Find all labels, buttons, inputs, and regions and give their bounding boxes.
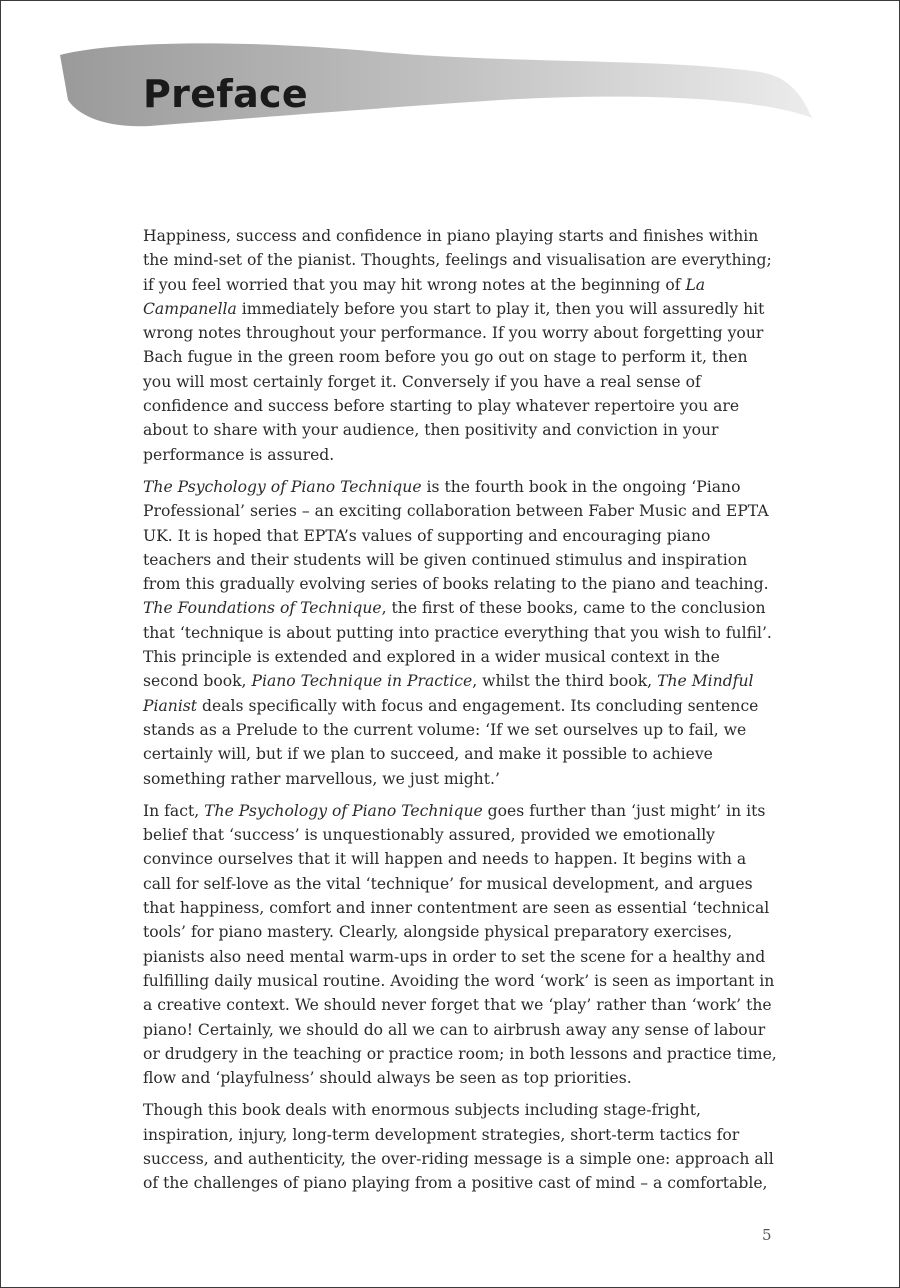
preface-body (143, 224, 779, 1204)
italic-title-text: Piano Technique in Practice (251, 672, 473, 691)
paragraph (143, 799, 779, 1091)
paragraph-text: deals specifically with focus and engagement. Its concluding sentence stands as a Prelude to the current volume: ‘If we set ourselves up to fail, we certainly will, but if we plan to succeed, and make it possible to achieve something rather marvellous, we just might.’ (143, 696, 759, 788)
paragraph-text: Happiness, success and confidence in piano playing starts and finishes within the mind-set of the pianist. Thoughts, feelings and visualisation are everything; if you feel worried that you may hit wrong notes at the beginning of (143, 227, 772, 294)
paragraph-text: immediately before you start to play it, then you will assuredly hit wrong notes throughout your performance. If you worry about forgetting your Bach fugue in the green room before you go out on stage to perform it, then you will most certainly forget it. Conversely if you have a real sense of confidence and success before starting to play whatever repertoire you are about to share with your audience, then positivity and conviction in your performance is assured. (143, 299, 765, 464)
paragraph-text: Though this book deals with enormous subjects including stage-fright, inspiration, injury, long-term development strategies, short-term tactics for success, and authenticity, the over-riding message is a simple one: approach all of the challenges of piano playing from a positive cast of mind – a comfortable, (143, 1101, 774, 1193)
italic-title-text: The Psychology of Piano Technique (143, 477, 422, 496)
italic-title-text: La Campanella (143, 275, 706, 318)
paragraph-text: , whilst the third book, (472, 672, 658, 691)
paragraph (143, 1098, 779, 1195)
paragraph-text: is the fourth book in the ongoing ‘Piano Professional’ series – an exciting collaboration between Faber Music and EPTA UK. It is hoped that EPTA’s values of supporting and encouraging piano teachers and their students will be given continued stimulus and inspiration from this gradually evolving series of books relating to the piano and teaching. (143, 477, 769, 594)
italic-title-text: The Mindful Pianist (143, 672, 754, 715)
header-swoosh-decoration (0, 0, 900, 150)
paragraph (143, 475, 779, 791)
italic-title-text: The Psychology of Piano Technique (204, 801, 483, 820)
page-number: 5 (762, 1226, 772, 1244)
paragraph-text: goes further than ‘just might’ in its belief that ‘success’ is unquestionably assured, provided we emotionally convince ourselves that it will happen and needs to happen. It begins with a call for self-love as the vital ‘technique’ for musical development, and argues that happiness, comfort and inner contentment are seen as essential ‘technical tools’ for piano mastery. Clearly, alongside physical preparatory exercises, pianists also need mental warm-ups in order to set the scene for a healthy and fulfilling daily musical routine. Avoiding the word ‘work’ is seen as important in a creative context. We should never forget that we ‘play’ rather than ‘work’ the piano! Certainly, we should do all we can to airbrush away any sense of labour or drudgery in the teaching or practice room; in both lessons and practice time, flow and ‘playfulness’ should always be seen as top priorities. (143, 801, 777, 1088)
paragraph-text: , the first of these books, came to the conclusion that ‘technique is about putting into practice everything that you wish to fulfil’. This principle is extended and explored in a wider musical context in the second book, (143, 599, 772, 691)
page-title: Preface (143, 72, 308, 116)
paragraph (143, 224, 779, 467)
italic-title-text: The Foundations of Technique (143, 599, 382, 618)
paragraph-text: In fact, (143, 801, 205, 820)
